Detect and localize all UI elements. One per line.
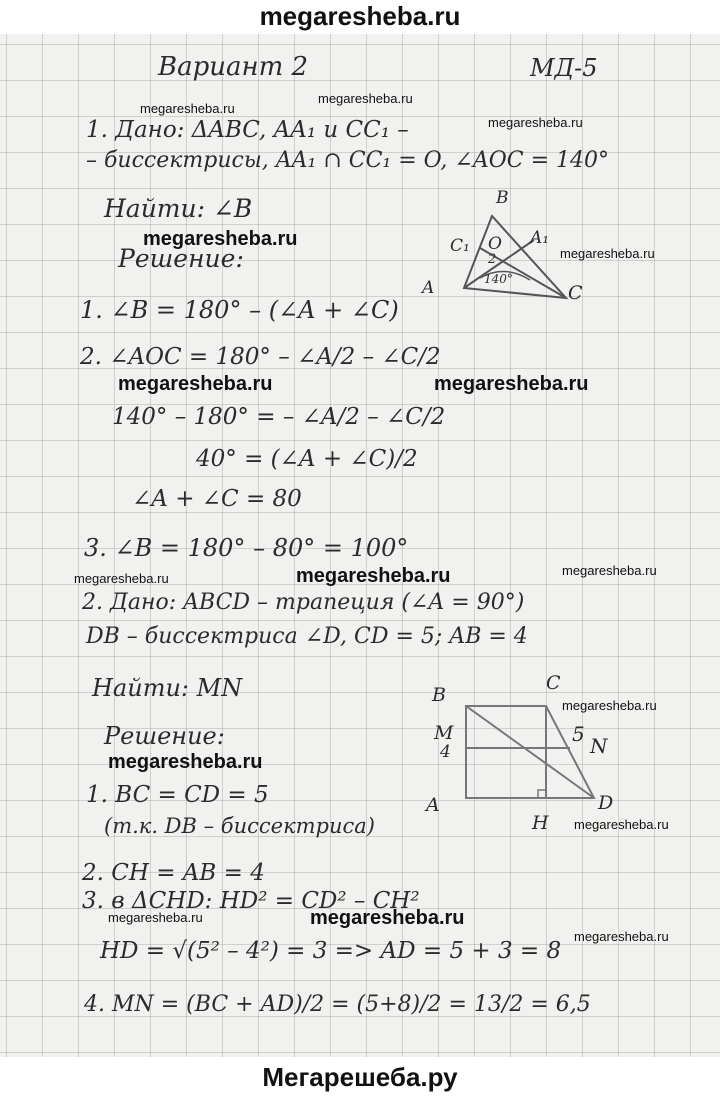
right-angle-mark: [538, 790, 546, 798]
vertex-label-b: B: [496, 188, 509, 208]
watermark: megaresheba.ru: [140, 101, 235, 116]
watermark: megaresheba.ru: [118, 373, 273, 395]
trapezoid-figure: [456, 700, 606, 810]
vertex-label-a: A: [426, 794, 440, 816]
length-label-5: 5: [572, 722, 585, 746]
point-label-h: H: [532, 812, 549, 834]
mark-label: 2: [488, 252, 497, 267]
watermark: megaresheba.ru: [574, 929, 669, 944]
text-line: 1. BC = CD = 5: [86, 782, 269, 808]
length-label-4: 4: [440, 742, 451, 762]
vertex-label-c: C: [568, 282, 583, 304]
text-line: 1. ∠B = 180° – (∠A + ∠C): [80, 296, 399, 324]
text-line: 40° = (∠A + ∠C)/2: [196, 446, 418, 472]
angle-label: 140°: [484, 272, 513, 286]
watermark: megaresheba.ru: [310, 907, 465, 929]
watermark: megaresheba.ru: [143, 228, 298, 250]
text-line: 140° – 180° = – ∠A/2 – ∠C/2: [112, 404, 446, 430]
text-line: 3. ∠B = 180° – 80° = 100°: [84, 534, 409, 562]
watermark: megaresheba.ru: [488, 115, 583, 130]
point-label-o: O: [488, 234, 502, 254]
point-label-a1: A₁: [530, 228, 550, 248]
point-label-n: N: [590, 734, 608, 758]
text-line: 4. MN = (BC + AD)/2 = (5+8)/2 = 13/2 = 6,5: [84, 992, 591, 1017]
watermark: megaresheba.ru: [574, 817, 669, 832]
vertex-label-a: A: [422, 278, 435, 298]
text-line: 2. ∠AOC = 180° – ∠A/2 – ∠C/2: [80, 344, 441, 370]
text-line: DB – биссектриса ∠D, CD = 5; AB = 4: [86, 624, 528, 649]
task-code: МД-5: [530, 54, 598, 82]
watermark: megaresheba.ru: [560, 246, 655, 261]
footer-site-name[interactable]: Мегарешеба.ру: [262, 1062, 458, 1092]
text-line: 2. CH = AB = 4: [82, 860, 265, 886]
text-line: 2. Дано: ABCD – трапеция (∠A = 90°): [82, 590, 525, 615]
vertex-label-d: D: [598, 792, 614, 814]
vertex-label-b: B: [432, 684, 446, 706]
watermark: megaresheba.ru: [74, 571, 169, 586]
watermark: megaresheba.ru: [108, 751, 263, 773]
text-line: – биссектрисы, AA₁ ∩ CC₁ = O, ∠AOC = 140°: [86, 148, 609, 173]
watermark: megaresheba.ru: [434, 373, 589, 395]
triangle-abc: [464, 216, 566, 298]
text-line: ∠A + ∠C = 80: [132, 486, 302, 512]
watermark: megaresheba.ru: [562, 563, 657, 578]
watermark: megaresheba.ru: [296, 565, 451, 587]
vertex-label-c: C: [546, 672, 561, 694]
watermark: megaresheba.ru: [318, 91, 413, 106]
watermark: megaresheba.ru: [108, 910, 203, 925]
text-line: Решение:: [118, 244, 244, 273]
point-label-c1: C₁: [450, 236, 470, 256]
site-header: [0, 0, 720, 34]
text-line: 3. в ΔCHD: HD² = CD² – CH²: [82, 888, 420, 914]
text-line: HD = √(5² – 4²) = 3 => AD = 5 + 3 = 8: [100, 938, 562, 964]
diagonal-db: [466, 706, 594, 798]
watermark: megaresheba.ru: [562, 698, 657, 713]
site-footer: [0, 1057, 720, 1097]
text-line: 1. Дано: ΔABC, AA₁ и CC₁ –: [86, 117, 409, 143]
notebook-page: [0, 34, 720, 1057]
point-label-m: M: [434, 722, 454, 744]
text-line: Найти: MN: [92, 674, 243, 702]
text-line: Решение:: [104, 722, 225, 750]
text-line: (т.к. DB – биссектриса): [104, 814, 375, 838]
variant-title: Вариант 2: [158, 52, 309, 82]
header-site-name[interactable]: megaresheba.ru: [259, 1, 461, 31]
text-line: Найти: ∠B: [104, 194, 253, 223]
